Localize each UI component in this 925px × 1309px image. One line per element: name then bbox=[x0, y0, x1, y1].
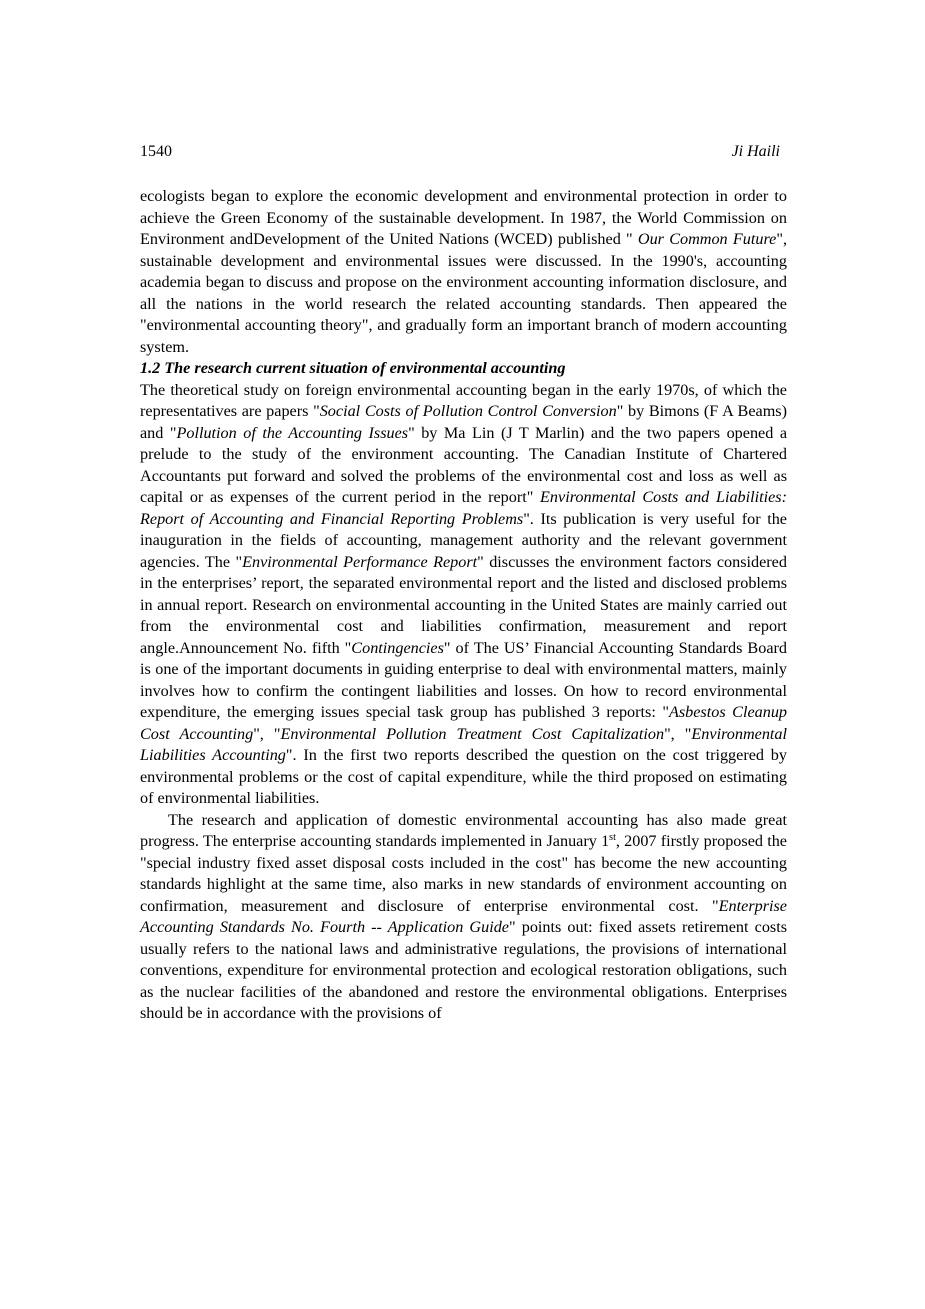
title-our-common-future: Our Common Future bbox=[632, 230, 777, 248]
title-environmental-costs-liabilities: Environmental Costs and Liabilities: Report of Accounting and Financial Reporting Problems bbox=[140, 488, 787, 528]
paragraph-foreign-research: The theoretical study on foreign environmental accounting began in the early 1970s, of which the representatives are papers "Social Costs of Pollution Control Conversion" by Bimons (F A Beams) and "Pollution of the Accounting Issues" by Ma Lin (J T Marlin) and the two papers opened a prelude to the study of the environment accounting. The Canadian Institute of Chartered Accountants put forward and solved the problems of the environmental cost and loss as well as capital or as expenses of the current period in the report" Environmental Costs and Liabilities: Report of Accounting and Financial Reporting Problems". Its publication is very useful for the inauguration in the fields of accounting, management authority and the relevant government agencies. The "Environmental Performance Report" discusses the environment factors considered in the enterprises’ report, the separated environmental report and the listed and disclosed problems in annual report. Research on environmental accounting in the United States are mainly carried out from the environmental cost and liabilities confirmation, measurement and report angle.Announcement No. fifth "Contingencies" of The US’ Financial Accounting Standards Board is one of the important documents in guiding enterprise to deal with environmental matters, mainly involves how to confirm the contingent liabilities and losses. On how to record environmental expenditure, the emerging issues special task group has published 3 reports: "Asbestos Cleanup Cost Accounting", "Environmental Pollution Treatment Cost Capitalization", "Environmental Liabilities Accounting". In the first two reports described the question on the cost triggered by environmental problems or the cost of capital expenditure, while the third proposed on estimating of environmental liabilities. bbox=[140, 380, 788, 807]
body-text bbox=[140, 186, 787, 1025]
title-enterprise-accounting-standards: Enterprise Accounting Standards No. Fourth -- Application Guide bbox=[140, 896, 787, 936]
title-environmental-performance-report: Environmental Performance Report bbox=[242, 552, 478, 571]
title-pollution-accounting-issues: Pollution of the Accounting Issues bbox=[176, 423, 409, 442]
title-pollution-treatment-capitalization: Environmental Pollution Treatment Cost Capitalization bbox=[280, 724, 665, 743]
section-heading: 1.2 The research current situation of environmental accounting bbox=[140, 359, 566, 377]
title-asbestos-cleanup: Asbestos Cleanup Cost Accounting bbox=[140, 703, 788, 743]
title-social-costs: Social Costs of Pollution Control Conversion bbox=[319, 402, 617, 420]
paragraph-intro-continued: ecologists began to explore the economic development and environmental protection in order to achieve the Green Economy of the sustainable development. In 1987, the World Commission on Environment andDevelopment of the United Nations (WCED) published " Our Common Future", sustainable development and environmental issues were discussed. In the 1990's, accounting academia began to discuss and propose on the environment accounting information disclosure, and all the nations in the world research the related accounting standards. Then appeared the "environmental accounting theory", and gradually form an important branch of modern accounting system. bbox=[140, 187, 787, 356]
title-contingencies: Contingencies bbox=[351, 638, 444, 657]
paragraph-domestic-research: The research and application of domestic environmental accounting has also made great progress. The enterprise accounting standards implemented in January 1st, 2007 firstly proposed the "special industry fixed asset disposal costs included in the cost" has become the new accounting standards highlight at the same time, also marks in new standards of environment accounting on confirmation, measurement and disclosure of enterprise environmental cost. "Enterprise Accounting Standards No. Fourth -- Application Guide" points out: fixed assets retirement costs usually refers to the national laws and administrative regulations, the provisions of international conventions, expenditure for environmental protection and ecological restoration obligations, such as the nuclear facilities of the abandoned and restore the environmental obligations. Enterprises should be in accordance with the provisions of bbox=[140, 810, 788, 1022]
running-header bbox=[140, 142, 787, 162]
running-author: Ji Haili bbox=[731, 143, 780, 160]
superscript-ordinal: st bbox=[609, 832, 616, 843]
page-number: 1540 bbox=[140, 143, 172, 160]
title-environmental-liabilities-accounting: Environmental Liabilities Accounting bbox=[140, 724, 788, 764]
paper-page bbox=[140, 142, 787, 1025]
